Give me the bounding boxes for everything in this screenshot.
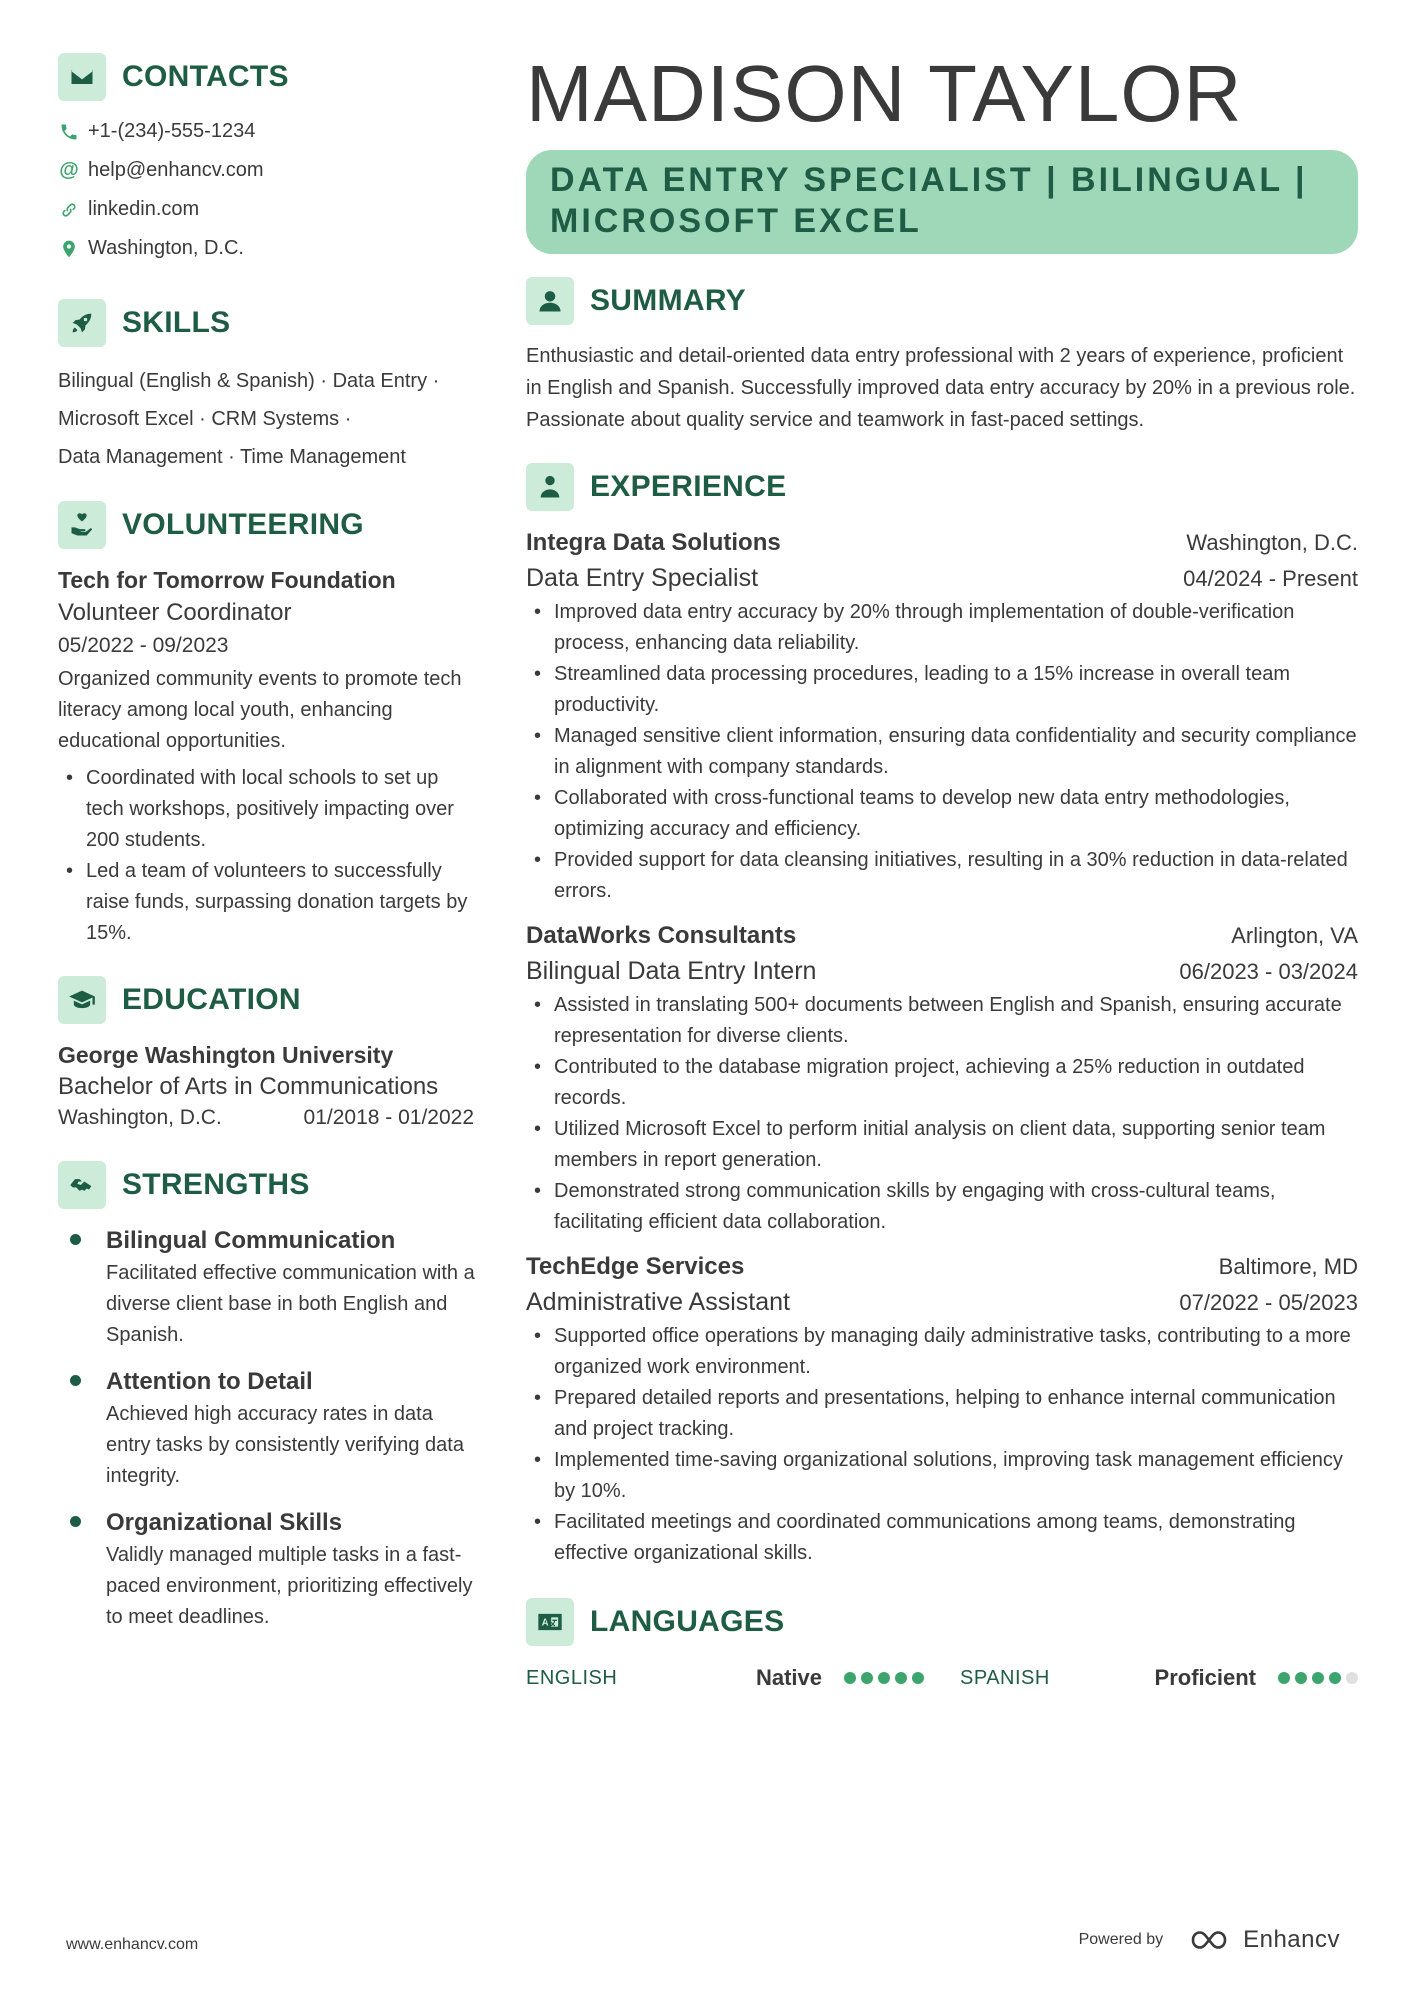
education-title: EDUCATION <box>122 983 301 1016</box>
list-item: • Coordinated with local schools to set up tech workshops, positively impacting over 200 students. <box>58 763 478 856</box>
briefcase-person-icon <box>526 463 574 511</box>
powered-by-text: Powered by <box>1078 1931 1164 1948</box>
job-entry <box>526 919 1358 1238</box>
job-bullets <box>526 1321 1358 1569</box>
list-item: • Contributed to the database migration project, achieving a 25% reduction in outdated records. <box>526 1052 1358 1114</box>
proficiency-dot-filled <box>878 1672 890 1684</box>
strength-text: Achieved high accuracy rates in data entry tasks by consistently verifying data integrity. <box>106 1403 464 1487</box>
strength-item <box>58 1365 478 1492</box>
proficiency-dot-filled <box>1312 1672 1324 1684</box>
brand-name: Enhancv <box>1243 1926 1340 1953</box>
list-item: • Implemented time-saving organizational solutions, improving task management efficiency by 10%. <box>526 1445 1358 1507</box>
skills-title: SKILLS <box>122 306 231 339</box>
volunteer-org: Tech for Tomorrow Foundation <box>58 567 396 593</box>
candidate-name: MADISON TAYLOR <box>526 49 1243 138</box>
job-entry <box>526 1250 1358 1569</box>
language-item <box>960 1661 1358 1695</box>
job-subheader <box>526 953 1358 990</box>
job-header <box>526 919 1358 953</box>
job-role: Data Entry Specialist <box>526 564 759 592</box>
language-item <box>526 1661 924 1695</box>
phone-text: +1-(234)-555-1234 <box>88 120 256 142</box>
proficiency-dot-filled <box>1329 1672 1341 1684</box>
education-meta <box>58 1102 474 1134</box>
list-item: • Improved data entry accuracy by 20% through implementation of double-verification process, enhancing data reliability. <box>526 597 1358 659</box>
volunteer-role: Volunteer Coordinator <box>58 599 292 626</box>
strength-item <box>58 1224 478 1351</box>
link-icon <box>58 199 80 221</box>
proficiency-dot-filled <box>1295 1672 1307 1684</box>
proficiency-dot-filled <box>912 1672 924 1684</box>
proficiency-dot-filled <box>895 1672 907 1684</box>
footer-website[interactable]: www.enhancv.com <box>66 1936 199 1953</box>
list-item: • Provided support for data cleansing initiatives, resulting in a 30% reduction in data-related errors. <box>526 845 1358 907</box>
enhancv-logo-icon <box>1189 1927 1235 1953</box>
job-title-banner <box>526 150 1358 254</box>
graduation-cap-icon <box>58 976 106 1024</box>
strengths-title: STRENGTHS <box>122 1168 310 1201</box>
strength-title: Bilingual Communication <box>106 1227 396 1254</box>
list-item: • Assisted in translating 500+ documents between English and Spanish, ensuring accurate representation for diverse clients. <box>526 990 1358 1052</box>
list-item: • Facilitated meetings and coordinated communications among teams, demonstrating effective organizational skills. <box>526 1507 1358 1569</box>
language-icon <box>526 1598 574 1646</box>
proficiency-dot-filled <box>861 1672 873 1684</box>
summary-title: SUMMARY <box>590 284 746 317</box>
contact-linkedin[interactable] <box>58 190 478 229</box>
job-subheader <box>526 560 1358 597</box>
job-dates: 07/2022 - 05/2023 <box>1179 1290 1358 1315</box>
volunteering-title: VOLUNTEERING <box>122 508 364 541</box>
languages-list <box>526 1661 1358 1695</box>
list-item: • Collaborated with cross-functional teams to develop new data entry methodologies, optimizing accuracy and efficiency. <box>526 783 1358 845</box>
proficiency-dots <box>844 1672 924 1684</box>
degree: Bachelor of Arts in Communications <box>58 1073 439 1100</box>
strengths-header <box>58 1160 478 1210</box>
job-location: Baltimore, MD <box>1218 1254 1358 1279</box>
strengths-list <box>58 1224 478 1633</box>
language-level: Native <box>755 1665 822 1690</box>
summary-header <box>526 276 1358 326</box>
at-icon: @ <box>59 159 79 181</box>
bullet-dot <box>70 1234 81 1245</box>
phone-icon <box>58 121 80 143</box>
summary-text: Enthusiastic and detail-oriented data entry professional with 2 years of experience, proficient in English and Spanish. Successfully improved data entry accuracy by 20% in a previous role. Passionate about quality service and teamwork in fast-paced settings. <box>526 345 1356 431</box>
contact-email[interactable] <box>58 151 478 190</box>
list-item: • Streamlined data processing procedures, leading to a 15% increase in overall team productivity. <box>526 659 1358 721</box>
envelope-icon <box>58 53 106 101</box>
list-item: • Led a team of volunteers to successfully raise funds, surpassing donation targets by 15%. <box>58 856 478 949</box>
languages-header <box>526 1597 1358 1647</box>
job-dates: 06/2023 - 03/2024 <box>1179 959 1358 984</box>
left-column <box>58 52 478 1647</box>
job-company: DataWorks Consultants <box>526 922 797 949</box>
contact-phone[interactable] <box>58 112 478 151</box>
education-entry <box>58 1039 478 1134</box>
languages-title: LANGUAGES <box>590 1605 785 1638</box>
rocket-icon <box>58 299 106 347</box>
education-location: Washington, D.C. <box>58 1106 222 1129</box>
list-item: • Utilized Microsoft Excel to perform initial analysis on client data, supporting senior team members in report generation. <box>526 1114 1358 1176</box>
map-pin-icon <box>58 238 80 260</box>
skills-line: Bilingual (English & Spanish) · Data Entry · <box>58 370 440 392</box>
experience-header <box>526 462 1358 512</box>
volunteer-dates: 05/2022 - 09/2023 <box>58 634 229 657</box>
contacts-title: CONTACTS <box>122 60 289 93</box>
hand-heart-icon <box>58 501 106 549</box>
proficiency-dot-filled <box>844 1672 856 1684</box>
list-item: • Supported office operations by managing daily administrative tasks, contributing to a more organized work environment. <box>526 1321 1358 1383</box>
education-dates: 01/2018 - 01/2022 <box>303 1106 474 1129</box>
linkedin-text: linkedin.com <box>88 198 200 220</box>
language-level: Proficient <box>1154 1665 1256 1690</box>
job-company: Integra Data Solutions <box>526 529 781 556</box>
strength-item <box>58 1506 478 1633</box>
school-name: George Washington University <box>58 1042 394 1068</box>
strength-text: Validly managed multiple tasks in a fast-paced environment, prioritizing effectively to meet deadlines. <box>106 1544 473 1628</box>
handshake-icon <box>58 1161 106 1209</box>
skills-list <box>58 362 478 476</box>
job-location: Washington, D.C. <box>1186 530 1358 555</box>
right-column <box>526 50 1358 1695</box>
job-location: Arlington, VA <box>1231 923 1358 948</box>
job-header <box>526 1250 1358 1284</box>
volunteer-description: Organized community events to promote tech literacy among local youth, enhancing educational opportunities. <box>58 668 462 752</box>
job-dates: 04/2024 - Present <box>1183 566 1358 591</box>
job-bullets <box>526 990 1358 1238</box>
language-name: ENGLISH <box>526 1666 618 1689</box>
strength-text: Facilitated effective communication with a diverse client base in both English and Spanish. <box>106 1262 475 1346</box>
volunteer-bullets <box>58 763 478 949</box>
volunteering-header <box>58 500 478 550</box>
job-bullets <box>526 597 1358 907</box>
footer-branding[interactable] <box>1079 1926 1340 1954</box>
job-entry <box>526 526 1358 907</box>
contacts-header <box>58 52 478 102</box>
list-item: • Managed sensitive client information, ensuring data confidentiality and security compliance in alignment with company standards. <box>526 721 1358 783</box>
proficiency-dot-empty <box>1346 1672 1358 1684</box>
job-role: Bilingual Data Entry Intern <box>526 957 817 985</box>
job-header <box>526 526 1358 560</box>
skills-header <box>58 298 478 348</box>
language-name: SPANISH <box>960 1666 1050 1689</box>
skills-line: Microsoft Excel · CRM Systems · <box>58 408 352 430</box>
list-item: • Demonstrated strong communication skills by engaging with cross-cultural teams, facilitating efficient data collaboration. <box>526 1176 1358 1238</box>
location-text: Washington, D.C. <box>88 237 244 259</box>
list-item: • Prepared detailed reports and presentations, helping to enhance internal communication and project tracking. <box>526 1383 1358 1445</box>
job-company: TechEdge Services <box>526 1253 745 1280</box>
job-title: DATA ENTRY SPECIALIST | BILINGUAL | MICROSOFT EXCEL <box>550 161 1308 240</box>
email-text: help@enhancv.com <box>88 159 264 181</box>
skills-line: Data Management · Time Management <box>58 446 406 468</box>
strength-title: Attention to Detail <box>106 1368 313 1395</box>
bullet-dot <box>70 1375 81 1386</box>
job-role: Administrative Assistant <box>526 1288 790 1316</box>
strength-title: Organizational Skills <box>106 1509 343 1536</box>
bullet-dot <box>70 1516 81 1527</box>
volunteering-entry <box>58 564 478 949</box>
proficiency-dot-filled <box>1278 1672 1290 1684</box>
experience-title: EXPERIENCE <box>590 470 787 503</box>
education-header <box>58 975 478 1025</box>
contact-location <box>58 229 478 268</box>
job-subheader <box>526 1284 1358 1321</box>
person-icon <box>526 277 574 325</box>
proficiency-dots <box>1278 1672 1358 1684</box>
